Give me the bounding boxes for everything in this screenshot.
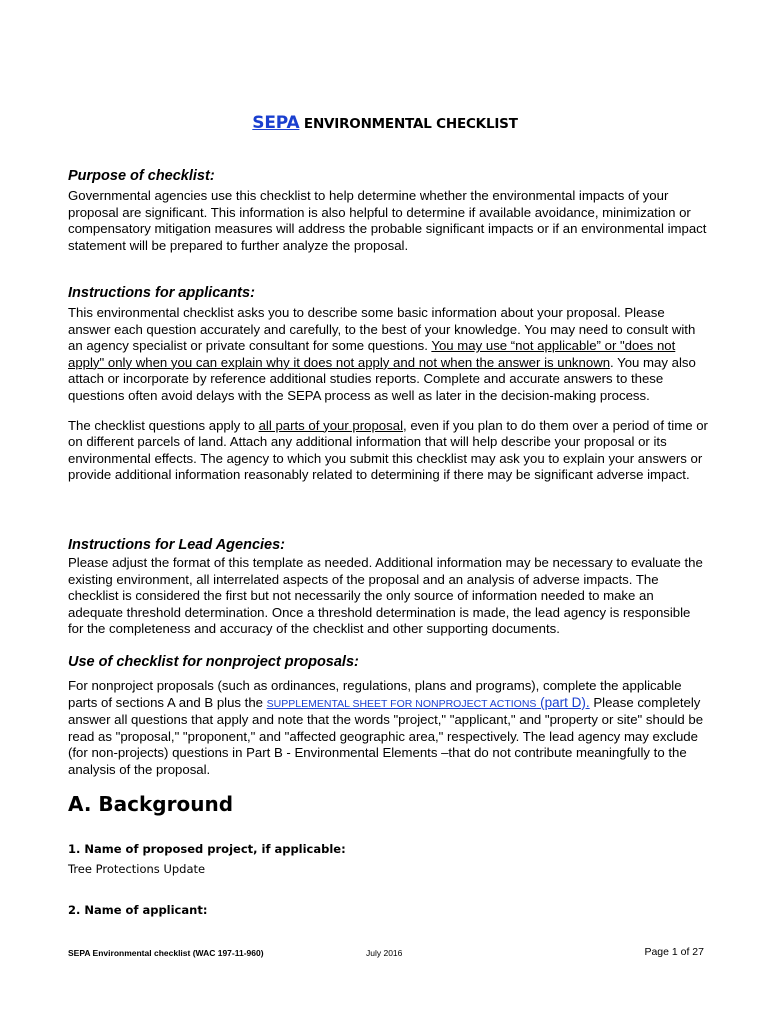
purpose-section	[68, 168, 708, 254]
footer-page-number: Page 1 of 27	[644, 946, 704, 958]
question-1-label: 1. Name of proposed project, if applicable:	[68, 842, 346, 856]
nonproject-text	[68, 678, 708, 779]
title-text: ENVIRONMENTAL CHECKLIST	[299, 116, 518, 132]
footer-date: July 2016	[366, 948, 403, 958]
page-footer	[68, 946, 704, 960]
nonproject-section	[68, 654, 708, 779]
question-2-label: 2. Name of applicant:	[68, 903, 208, 917]
applicants-p2-start: The checklist questions apply to	[68, 417, 259, 433]
applicants-paragraph-1	[68, 305, 708, 405]
applicants-paragraph-2	[68, 418, 708, 484]
nonproject-text-start: For nonproject proposals (such as ordinances, regulations, plans and programs), complete the applicable parts of sections A and B plus the	[68, 678, 682, 710]
nonproject-heading: Use of checklist for nonproject proposals:	[68, 654, 359, 670]
applicants-heading: Instructions for applicants:	[68, 285, 255, 301]
nonproject-text-end: Please completely answer all questions that apply and note that the words "project," "applicant," and "property or site" should be read as "proposal," "proponent," and "affected geographic area," respectively. The lead agency may exclude (for non-projects) questions in Part B - Environmental Elements –that do not contribute meaningfully to the analysis of the proposal.	[68, 694, 704, 777]
purpose-text: Governmental agencies use this checklist to help determine whether the environmental impacts of your proposal are significant. This information is also helpful to determine if available avoidance, minimization or compensatory mitigation measures will address the probable significant impacts or if an environmental impact statement will be prepared to further analyze the proposal.	[68, 188, 707, 253]
applicants-p1-end: . You may also attach or incorporate by reference additional studies reports. Complete and accurate answers to these questions often avoid delays with the SEPA process as well as later in the decision-making process.	[68, 354, 696, 403]
supplemental-sheet-link[interactable]: SUPPLEMENTAL SHEET FOR NONPROJECT ACTIONS	[266, 697, 537, 710]
applicants-p1-start: This environmental checklist asks you to describe some basic information about your proposal. Please answer each question accurately and carefully, to the best of your knowledge. You may need to consult with an agency specialist or private consultant for some questions.	[68, 305, 696, 354]
part-d-link[interactable]: (part D).	[536, 694, 590, 710]
lead-agencies-heading: Instructions for Lead Agencies:	[68, 537, 285, 553]
lead-agencies-text: Please adjust the format of this template as needed. Additional information may be necessary to evaluate the existing environment, all interrelated aspects of the proposal and an analysis of adverse impacts. The checklist is considered the first but not necessarily the only source of information needed to make an adequate threshold determination. Once a threshold determination is made, the lead agency is responsible for the completeness and accuracy of the checklist and other supporting documents.	[68, 555, 703, 637]
page-title	[68, 113, 702, 133]
lead-agencies-section	[68, 537, 708, 638]
question-1-answer[interactable]: Tree Protections Update	[68, 862, 206, 876]
applicants-p2-underlined: all parts of your proposal	[258, 417, 403, 433]
applicants-p1-underlined: You may use “not applicable” or "does not apply" only when you can explain why it does not apply and not when the answer is unknown	[68, 338, 676, 370]
applicants-p2-end: , even if you plan to do them over a period of time or on different parcels of land. Attach any additional information that will help describe your proposal or its environmental effects. The agency to which you submit this checklist may ask you to explain your answers or provide additional information reasonably related to determining if there may be significant adverse impact.	[68, 417, 708, 483]
background-heading: A. Background	[68, 792, 234, 816]
purpose-heading: Purpose of checklist:	[68, 168, 215, 184]
applicants-section	[68, 285, 708, 484]
sepa-link[interactable]: SEPA	[252, 113, 300, 133]
footer-doc-title: SEPA Environmental checklist (WAC 197-11-960)	[68, 948, 264, 958]
